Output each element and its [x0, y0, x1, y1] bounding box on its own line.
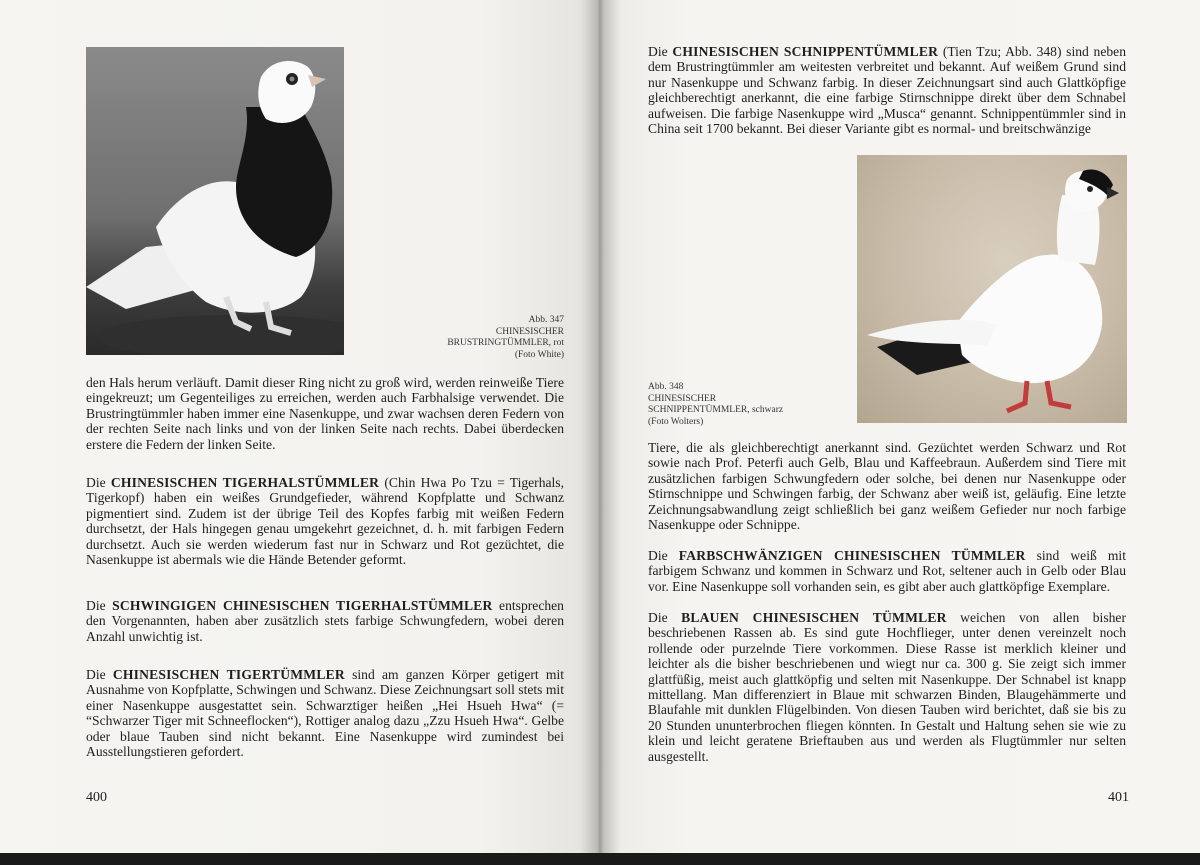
- pigeon-photo-347: [86, 47, 344, 355]
- paragraph-tigerhals: [86, 475, 564, 567]
- breed-heading: FARBSCHWÄNZIGEN CHINESISCHEN TÜMMLER: [678, 548, 1026, 563]
- caption-name: BRUSTRINGTÜMMLER, rot: [447, 338, 564, 348]
- paragraph-lead: Die: [648, 44, 673, 59]
- paragraph-blaue: [648, 610, 1126, 764]
- left-page: [0, 0, 598, 865]
- paragraph-right-2: [648, 440, 1126, 532]
- caption-breed: CHINESISCHER: [648, 393, 717, 404]
- paragraph-lead: Die: [648, 610, 682, 625]
- paragraph-text: entsprechen den Vorgenannten, haben aber zusätzlich stets farbige Schwungfedern, wobei deren Anzahl unwichtig ist.: [86, 598, 564, 644]
- caption-credit: (Foto White): [514, 349, 564, 360]
- breed-heading: BLAUEN CHINESISCHEN TÜMMLER: [681, 610, 947, 625]
- paragraph-schnippentuemmler: [648, 44, 1126, 136]
- breed-heading: CHINESISCHEN TIGERTÜMMLER: [112, 667, 345, 682]
- book-gutter: [580, 0, 620, 865]
- paragraph-text: Tiere, die als gleichberechtigt anerkannt sind. Gezüchtet werden Schwarz und Rot sowie nach Prof. Peterfi auch Gelb, Blau und Kaffeebraun. Außerdem sind Tiere mit zusätzlichen farbigen Schwungfedern oder solche, bei denen nur Nasenkuppe oder Stirnschnippe und Schwingen farbig, der Schwanz aber weiß ist, geläufig. Eine letzte Zeichnungsabwandlung zeigt schließlich bei ganz weißem Gefieder nur noch farbige Nasenkuppe oder Schnippe.: [648, 440, 1126, 533]
- paragraph-farbschwaenzige: [648, 548, 1126, 594]
- page-number-right: 401: [1108, 790, 1129, 805]
- caption-abb: Abb. 347: [528, 315, 564, 325]
- paragraph-left-1: [86, 375, 564, 452]
- photo-schnippentuemmler: [857, 155, 1127, 423]
- right-page: [598, 0, 1200, 865]
- paragraph-lead: Die: [648, 548, 679, 563]
- caption-abb: Abb. 348: [648, 382, 684, 392]
- paragraph-text: den Hals herum verläuft. Damit dieser Ring nicht zu groß wird, werden reinweiße Tiere eingekreuzt; um Gegenteiliges zu erreichen, werden auch Farbhalsige verwendet. Die Brustringtümmler haben immer eine Nasenkuppe, und zwar wachsen deren Federn von der rechten Seite nach links und von der linken Seite nach rechts. Dabei überdecken erstere die Federn der linken Seite.: [86, 375, 564, 452]
- paragraph-text: (Tien Tzu; Abb. 348) sind neben dem Brustringtümmler am weitesten verbreitet und bekannt. Auf weißem Grund sind nur Nasenkuppe und Schwanz farbig. In dieser Zeichnungsart sind auch Glattköpfige gleichberechtigt anerkannt, die eine farbige Stirnschnippe direkt über dem Schnabel aufweisen. Die farbige Nasenkuppe wird „Musca“ genannt. Schnippentümmler sind in China seit 1700 bekannt. Bei dieser Variante gibt es normal- und breitschwänzige: [648, 44, 1126, 137]
- paragraph-schwingige-tigerhals: [86, 598, 564, 644]
- scan-bottom-edge: [0, 853, 1200, 865]
- caption-credit: (Foto Wolters): [648, 416, 704, 427]
- breed-heading: SCHWINGIGEN CHINESISCHEN TIGERHALSTÜMMLER: [112, 598, 493, 613]
- paragraph-lead: Die: [86, 475, 111, 490]
- pigeon-photo-348: [857, 155, 1127, 423]
- paragraph-lead: Die: [86, 598, 113, 613]
- figure-caption-348: [648, 382, 783, 428]
- paragraph-text: sind am ganzen Körper getigert mit Ausnahme von Kopfplatte, Schwingen und Schwanz. Diese Zeichnungsart soll stets mit einer Nasenkuppe ausgestattet sein. Schwarztiger heißen „Hei Hsueh Hwa“ (= “Schwarzer Tiger mit Schneeflocken“), Rottiger analog dazu „Zzu Hsueh Hwa“. Gelbe oder blaue Tauben sind nicht bekannt. Eine Nasenkuppe wird zumindest bei Ausstellungstieren gefordert.: [86, 667, 564, 760]
- paragraph-tigertuemmler: [86, 667, 564, 759]
- caption-name: SCHNIPPENTÜMMLER, schwarz: [648, 405, 784, 415]
- breed-heading: CHINESISCHEN TIGERHALSTÜMMLER: [110, 475, 380, 490]
- caption-breed: CHINESISCHER: [495, 326, 564, 337]
- paragraph-text: sind weiß mit farbigem Schwanz und kommen in Schwarz und Rot, seltener auch in Gelb oder Blau vor. Eine Nasenkuppe soll vorhanden sein, es gibt aber auch glattköpfige Exemplare.: [648, 548, 1126, 594]
- page-number-left: 400: [86, 790, 107, 805]
- paragraph-lead: Die: [86, 667, 113, 682]
- paragraph-text: weichen von allen bisher beschriebenen Rassen ab. Es sind gute Hochflieger, unter denen vereinzelt noch rollende oder purzelnde Tiere vorkommen. Diese Rasse ist merklich kleiner und leichter als die bisher beschriebenen und wiegt nur ca. 300 g. Sie zeigt sich immer glattfüßig, meist auch glattköpfig und selten mit Nasenkuppe. Der Schnabel ist knapp mittellang. Man differenziert in Blaue mit schwarzen Binden, Blaugehämmerte und Blaufahle mit dunklen Flügelbinden. Von diesen Tauben wird berichtet, daß sie bis zu 20 Stunden ununterbrochen fliegen könnten. In Gestalt und Haltung sehen sie wie zu klein und leicht geratene Brieftauben aus und werden als Flugtümmler nur selten ausgestellt.: [648, 610, 1126, 764]
- figure-caption-347: [447, 315, 564, 361]
- breed-heading: CHINESISCHEN SCHNIPPENTÜMMLER: [672, 44, 939, 59]
- photo-brustringtuemmler: [86, 47, 344, 355]
- paragraph-text: (Chin Hwa Po Tzu = Tigerhals, Tigerkopf) haben ein weißes Grundgefieder, während Kopfplatte und Schwanz pigmentiert sind. Zudem ist der übrige Teil des Kopfes farbig mit weißen Federn durchsetzt, der Hals hingegen genau umgekehrt gezeichnet, d. h. mit farbigen Federn durchsetzt. Auch sie werden wiederum fast nur in Schwarz und Rot gezüchtet, die Nasenkuppe ist abermals wie die Hände Betender geformt.: [86, 475, 564, 568]
